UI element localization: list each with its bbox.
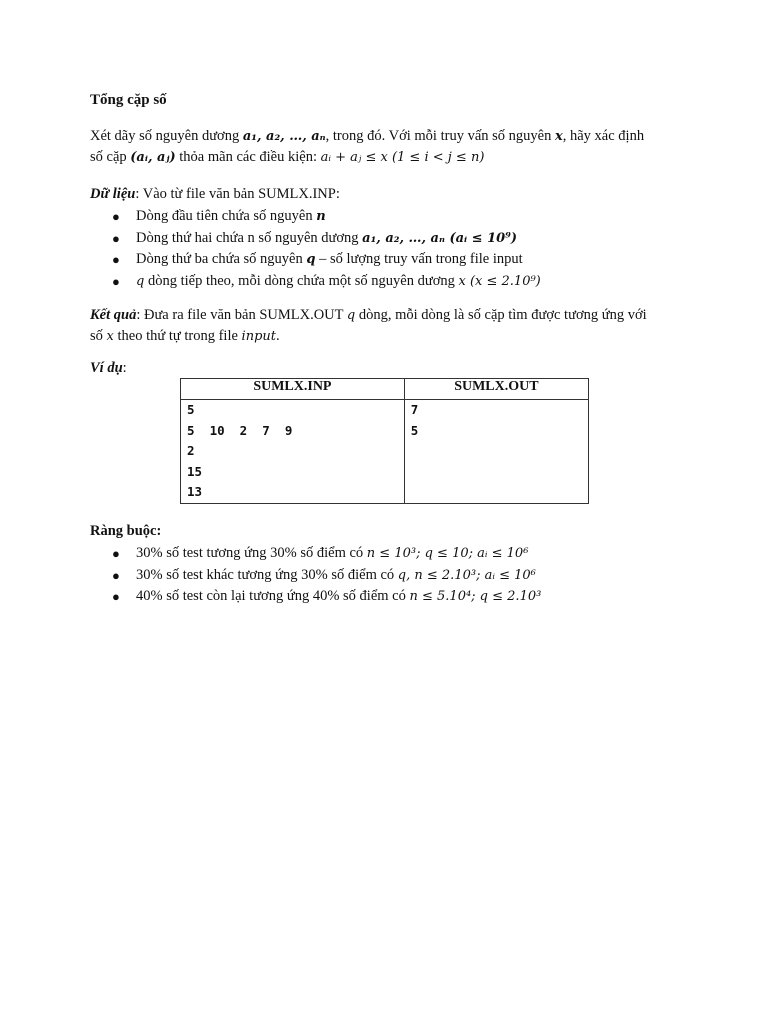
bullet-icon: ● — [112, 230, 120, 246]
list-item: ● 40% số test còn lại tương ứng 40% số điểm có n ≤ 5.10⁴; q ≤ 2.10³ — [90, 586, 541, 608]
table-header-input: SUMLX.INP — [181, 379, 405, 400]
bullet-icon: ● — [112, 546, 120, 561]
input-heading — [90, 184, 680, 205]
list-item: ● Dòng thứ hai chứa n số nguyên dương a₁, a₂, …, aₙ (aᵢ ≤ 10⁹) — [90, 228, 541, 250]
example-heading: Ví dụ: — [90, 360, 127, 376]
condition-math: aᵢ + aⱼ ≤ x (1 ≤ i < j ≤ n) — [320, 150, 485, 165]
bullet-icon: ● — [112, 589, 120, 604]
list-item: ● Dòng thứ ba chứa số nguyên q – số lượng truy vấn trong file input — [90, 249, 541, 271]
bullet-icon: ● — [112, 567, 120, 583]
table-header-output: SUMLX.OUT — [404, 379, 588, 400]
pair-math: (aᵢ, aⱼ) — [130, 150, 176, 165]
input-desc: : Vào từ file văn bản SUMLX.INP: — [135, 186, 340, 202]
output-section: Kết quả: Đưa ra file văn bản SUMLX.OUT q dòng, mỗi dòng là số cặp tìm được tương ứng với số x theo thứ tự trong file input. — [90, 307, 647, 344]
input-line: 13 — [187, 484, 203, 499]
statement-text: , hãy xác định — [562, 128, 645, 144]
input-cell — [181, 400, 405, 504]
input-bullet-list — [90, 206, 541, 292]
statement-text: Xét dãy số nguyên dương — [90, 128, 243, 144]
table-header-row — [181, 379, 589, 400]
list-item: ● 30% số test tương ứng 30% số điểm có n ≤ 10³; q ≤ 10; aᵢ ≤ 10⁶ — [90, 543, 541, 565]
bullet-icon: ● — [112, 252, 120, 267]
problem-statement — [90, 126, 680, 168]
constraints-bullet-list — [90, 543, 541, 608]
output-cell — [404, 400, 588, 504]
statement-text: thỏa mãn các điều kiện: — [175, 149, 321, 165]
example-table — [180, 378, 589, 504]
bullet-icon: ● — [112, 209, 120, 224]
input-line: 5 10 2 7 9 — [187, 422, 293, 438]
input-label: Dữ liệu — [90, 186, 136, 202]
list-item: ● Dòng đầu tiên chứa số nguyên n — [90, 206, 541, 228]
problem-title: Tổng cặp số — [90, 92, 167, 108]
output-label: Kết quả — [90, 307, 137, 323]
list-item: ● q dòng tiếp theo, mỗi dòng chứa một số nguyên dương x (x ≤ 2.10⁹) — [90, 271, 541, 293]
input-line: 15 — [187, 463, 203, 479]
table-row — [181, 400, 589, 504]
output-line: 7 — [410, 402, 419, 417]
input-line: 5 — [187, 402, 195, 417]
statement-text: , trong đó. Với mỗi truy vấn số nguyên — [325, 128, 555, 144]
input-line: 2 — [187, 443, 195, 458]
output-line: 5 — [410, 422, 419, 438]
list-item: ● 30% số test khác tương ứng 30% số điểm có q, n ≤ 2.10³; aᵢ ≤ 10⁶ — [90, 565, 541, 587]
sequence-math: a₁, a₂, …, aₙ — [242, 129, 326, 144]
statement-text: số cặp — [90, 149, 131, 165]
example-label: Ví dụ — [90, 360, 123, 376]
constraints-heading: Ràng buộc: — [90, 523, 162, 539]
variable-x: x — [554, 129, 563, 144]
bullet-icon: ● — [112, 273, 120, 289]
